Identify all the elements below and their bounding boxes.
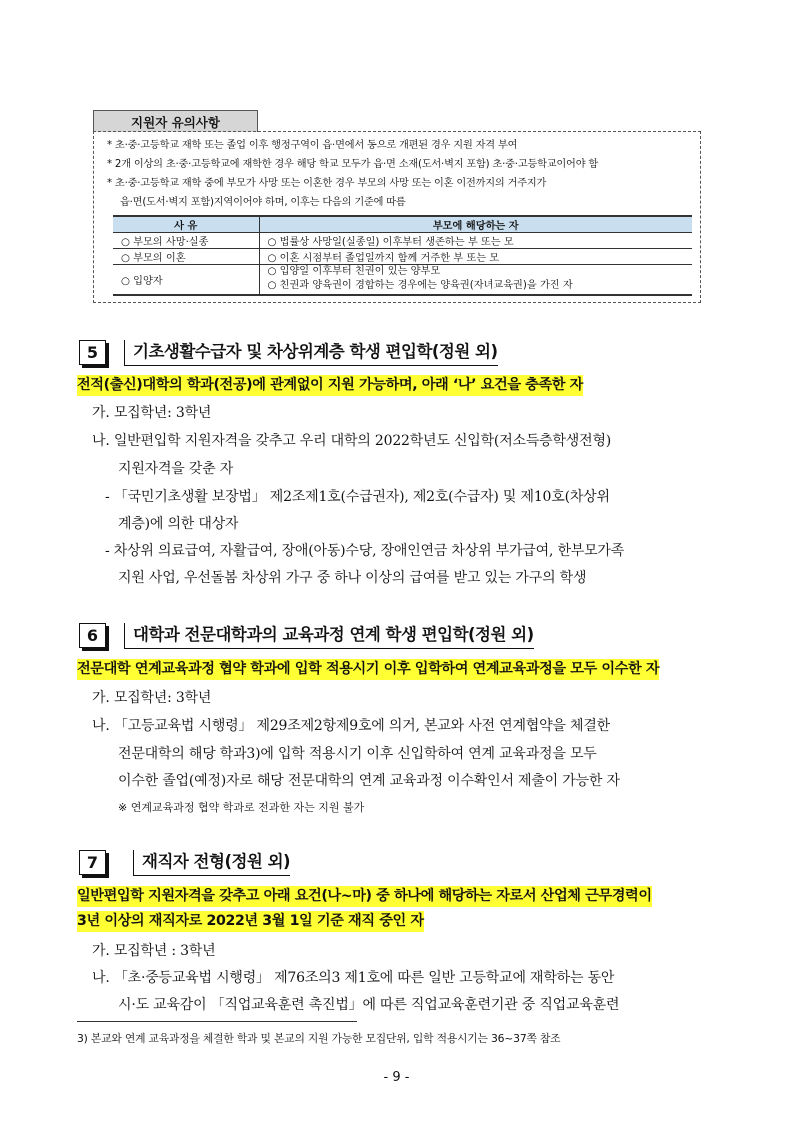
- table-cell-line: ○ 친권과 양육권이 경합하는 경우에는 양육권(자녀교육권)을 가진 자: [267, 280, 573, 292]
- footnote-rule: [77, 1021, 357, 1022]
- body-line: 가. 모집학년 : 3학년: [92, 943, 216, 959]
- table-cell: ○ 법률상 사망일(실종일) 이후부터 생존하는 부 또는 모: [259, 233, 692, 249]
- notice-line: * 2개 이상의 초·중·고등학교에 재학한 경우 해당 학교 모두가 읍·면 소재(도서·벽지 포함) 초·중·고등학교이어야 함: [107, 159, 599, 170]
- table-row: [113, 265, 692, 295]
- page-number: - 9 -: [383, 1070, 410, 1085]
- section-requirement-highlight: 전문대학 연계교육과정 협약 학과에 입학 적용시기 이후 입학하여 연계교육과정을 모두 이수한 자: [77, 659, 659, 680]
- body-line: - 차상위 의료급여, 자활급여, 장애(아동)수당, 장애인연금 차상위 부가급여, 한부모가족: [105, 543, 625, 559]
- body-line: - 「국민기초생활 보장법」 제2조제1호(수급권자), 제2호(수급자) 및 제10호(차상위: [105, 489, 610, 505]
- body-line: 계층)에 의한 대상자: [118, 516, 239, 532]
- note-line: ※ 연계교육과정 협약 학과로 전과한 자는 지원 불가: [118, 801, 365, 814]
- condition-table: [113, 215, 692, 296]
- body-line: 나. 일반편입학 지원자격을 갖추고 우리 대학의 2022학년도 신입학(저소득층학생전형): [92, 433, 612, 449]
- notice-line: 읍·면(도서·벽지 포함)지역이어야 하며, 이후는 다음의 기준에 따름: [120, 197, 406, 208]
- section-number: 7: [79, 850, 106, 875]
- table-header-parent: 부모에 해당하는 자: [259, 216, 692, 233]
- table-cell: ○ 입양자: [113, 265, 259, 295]
- body-line: 지원 사업, 우선돌봄 차상위 가구 중 하나 이상의 급여를 받고 있는 가구의 학생: [118, 570, 587, 586]
- section-requirement-highlight: 3년 이상의 재직자로 2022년 3월 1일 기준 재직 중인 자: [77, 911, 424, 932]
- section-title: 대학과 전문대학과의 교육과정 연계 학생 편입학(정원 외): [124, 623, 534, 649]
- notice-title: 지원자 유의사항: [93, 110, 258, 132]
- body-line: 나. 「초·중등교육법 시행령」 제76조의3 제1호에 따른 일반 고등학교에 재학하는 동안: [92, 970, 615, 986]
- table-cell: [259, 265, 692, 295]
- body-line: 시·도 교육감이 「직업교육훈련 촉진법」에 따른 직업교육훈련기관 중 직업교육훈련: [118, 997, 620, 1013]
- footnote: 3) 본교와 연계 교육과정을 체결한 학과 및 본교의 지원 가능한 모집단위, 입학 적용시기는 36~37쪽 참조: [77, 1032, 561, 1045]
- table-cell: ○ 부모의 이혼: [113, 249, 259, 265]
- section-title: 재직자 전형(정원 외): [133, 850, 290, 876]
- section-requirement-highlight: 일반편입학 지원자격을 갖추고 아래 요건(나~마) 중 하나에 해당하는 자로서 산업체 근무경력이: [77, 886, 652, 907]
- notice-line: * 초·중·고등학교 재학 또는 졸업 이후 행정구역이 읍·면에서 동으로 개편된 경우 지원 자격 부여: [107, 140, 518, 151]
- table-header-reason: 사 유: [113, 216, 259, 233]
- body-line: 이수한 졸업(예정)자로 해당 전문대학의 연계 교육과정 이수확인서 제출이 가능한 자: [118, 773, 620, 789]
- section-title: 기초생활수급자 및 차상위계층 학생 편입학(정원 외): [124, 340, 498, 366]
- body-line: 전문대학의 해당 학과3)에 입학 적용시기 이후 신입학하여 연계 교육과정을 모두: [118, 746, 597, 762]
- notice-line: * 초·중·고등학교 재학 중에 부모가 사망 또는 이혼한 경우 부모의 사망 또는 이혼 이전까지의 거주지가: [107, 178, 547, 189]
- table-row: [113, 233, 692, 249]
- body-line: 가. 모집학년: 3학년: [92, 405, 212, 421]
- body-line: 가. 모집학년: 3학년: [92, 690, 212, 706]
- table-row: [113, 249, 692, 265]
- section-number: 6: [79, 623, 106, 648]
- body-line: 나. 「고등교육법 시행령」 제29조제2항제9호에 의거, 본교와 사전 연계협약을 체결한: [92, 718, 610, 734]
- section-requirement-highlight: 전적(출신)대학의 학과(전공)에 관계없이 지원 가능하며, 아래 ‘나’ 요건을 충족한 자: [77, 375, 583, 396]
- body-line: 지원자격을 갖춘 자: [118, 461, 234, 477]
- table-cell: ○ 부모의 사망·실종: [113, 233, 259, 249]
- table-cell-line: ○ 입양일 이후부터 친권이 있는 양부모: [267, 266, 441, 278]
- table-cell: ○ 이혼 시점부터 졸업일까지 함께 거주한 부 또는 모: [259, 249, 692, 265]
- section-number: 5: [79, 340, 106, 365]
